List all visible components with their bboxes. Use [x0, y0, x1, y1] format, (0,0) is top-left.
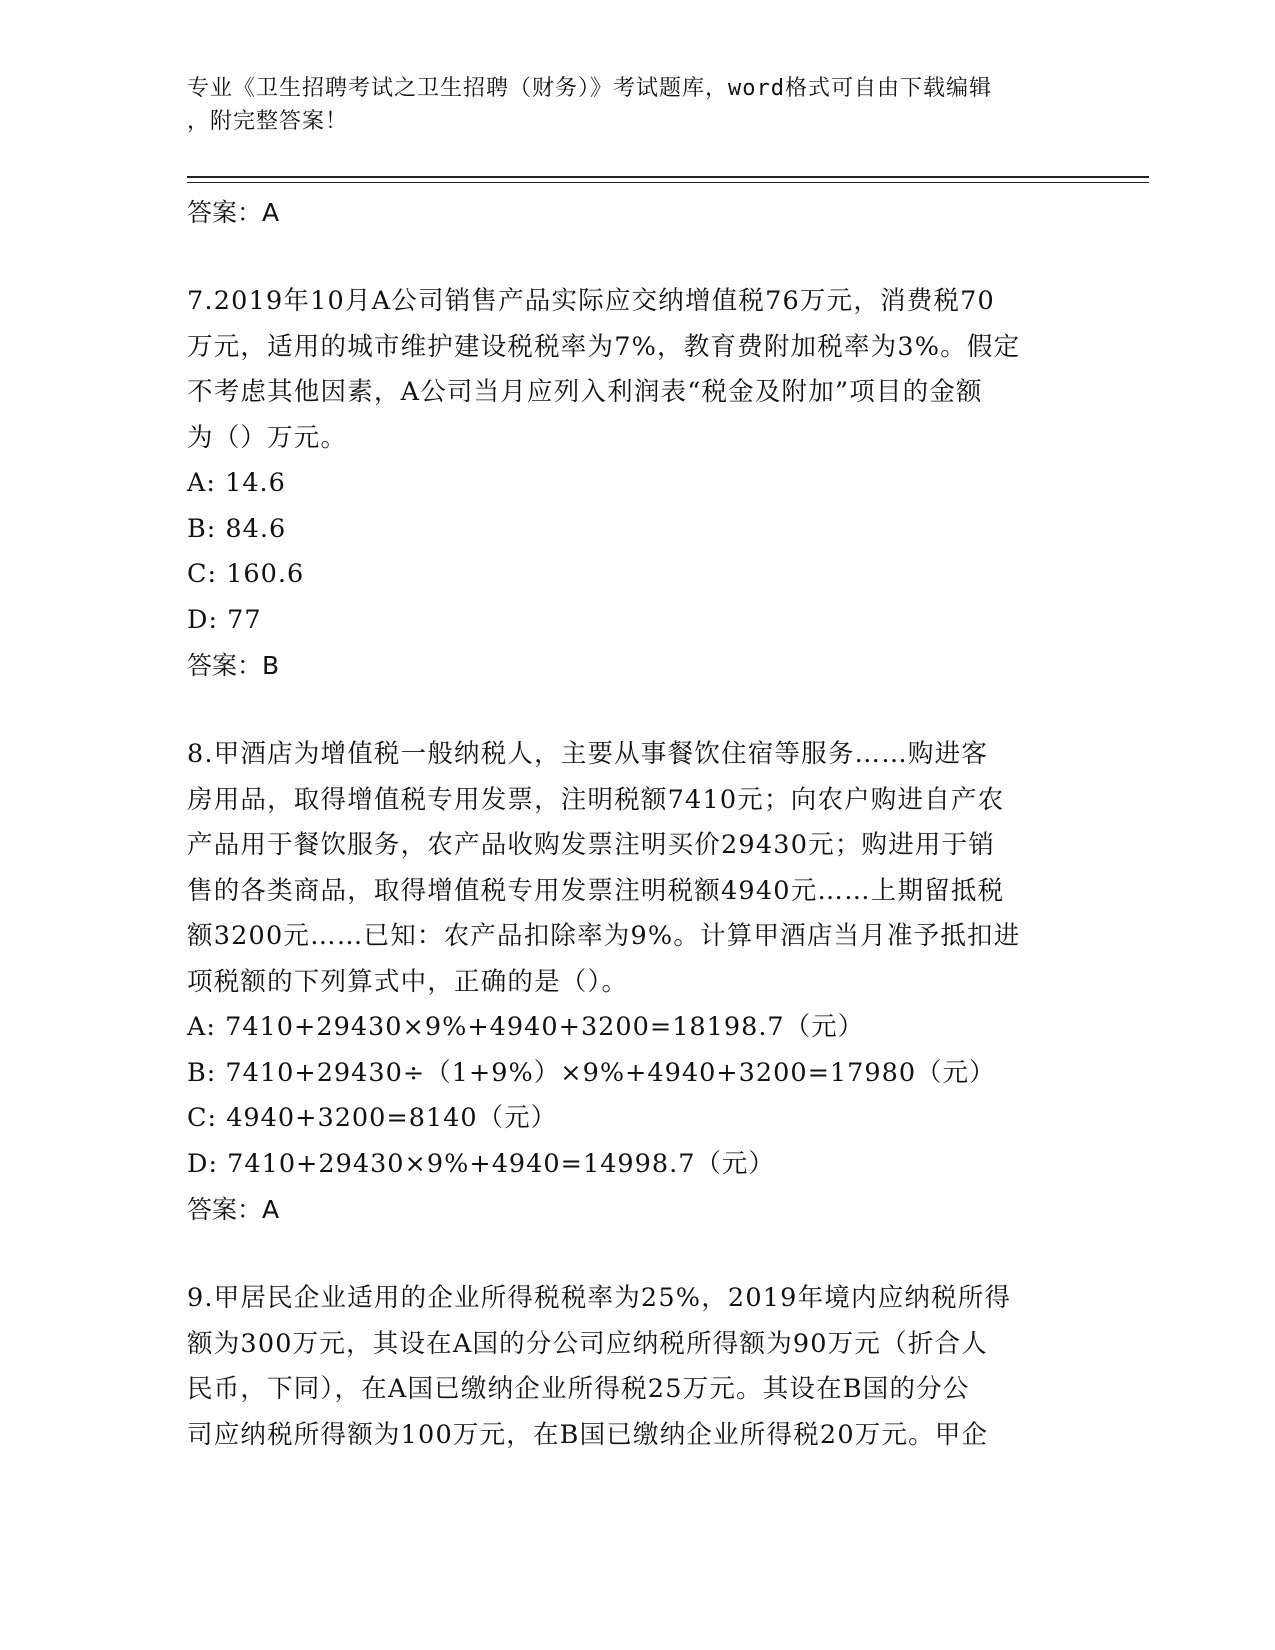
question-9-line-3: 民币，下同），在A国已缴纳企业所得税25万元。其设在B国的分公 — [187, 1374, 970, 1404]
header-rule-thick — [187, 176, 1149, 178]
question-7-option-c: C: 160.6 — [187, 559, 305, 589]
question-8-line-6: 项税额的下列算式中，正确的是（）。 — [187, 966, 629, 997]
header-rule-thin — [187, 182, 1149, 183]
question-8-answer: 答案：A — [187, 1195, 280, 1224]
question-8-option-d: D: 7410+29430×9%+4940=14998.7（元） — [187, 1148, 775, 1179]
document-header — [187, 72, 1087, 138]
question-7-answer: 答案：B — [187, 651, 280, 680]
question-7 — [187, 279, 1087, 688]
question-9 — [187, 1276, 1087, 1458]
document-body — [187, 190, 1087, 1458]
question-7-line-4: 为（）万元。 — [187, 422, 348, 453]
question-8-line-5: 额3200元……已知：农产品扣除率为9%。计算甲酒店当月准予抵扣进 — [187, 921, 1021, 951]
answer-previous: 答案：A — [187, 198, 280, 227]
header-line-2: ，附完整答案！ — [187, 109, 349, 134]
question-8 — [187, 732, 1087, 1232]
question-8-option-c: C: 4940+3200=8140（元） — [187, 1103, 558, 1133]
question-8-line-4: 售的各类商品，取得增值税专用发票注明税额4940元……上期留抵税 — [187, 875, 1005, 906]
header-line-1: 专业《卫生招聘考试之卫生招聘（财务）》考试题库，word格式可自由下载编辑 — [187, 76, 992, 101]
question-7-option-d: D: 77 — [187, 604, 262, 635]
question-8-line-3: 产品用于餐饮服务，农产品收购发票注明买价29430元；购进用于销 — [187, 830, 996, 860]
question-9-line-1: 9.甲居民企业适用的企业所得税税率为25%，2019年境内应纳税所得 — [187, 1283, 1012, 1313]
question-7-line-3: 不考虑其他因素，A公司当月应列入利润表“税金及附加”项目的金额 — [187, 377, 983, 407]
question-7-line-2: 万元，适用的城市维护建设税税率为7%，教育费附加税率为3%。假定 — [187, 331, 1021, 362]
question-9-line-4: 司应纳税所得额为100万元，在B国已缴纳企业所得税20万元。甲企 — [187, 1419, 989, 1450]
question-9-line-2: 额为300万元，其设在A国的分公司应纳税所得额为90万元（折合人 — [187, 1328, 988, 1359]
question-8-line-2: 房用品，取得增值税专用发票，注明税额7410元；向农户购进自产农 — [187, 784, 1005, 815]
question-7-option-b: B: 84.6 — [187, 513, 287, 544]
question-7-line-1: 7.2019年10月A公司销售产品实际应交纳增值税76万元，消费税70 — [187, 286, 995, 316]
question-7-option-a: A: 14.6 — [187, 468, 286, 498]
question-8-option-b: B: 7410+29430÷（1+9%）×9%+4940+3200=17980（元） — [187, 1057, 996, 1088]
question-8-line-1: 8.甲酒店为增值税一般纳税人，主要从事餐饮住宿等服务……购进客 — [187, 739, 989, 769]
question-8-option-a: A: 7410+29430×9%+4940+3200=18198.7（元） — [187, 1012, 865, 1042]
